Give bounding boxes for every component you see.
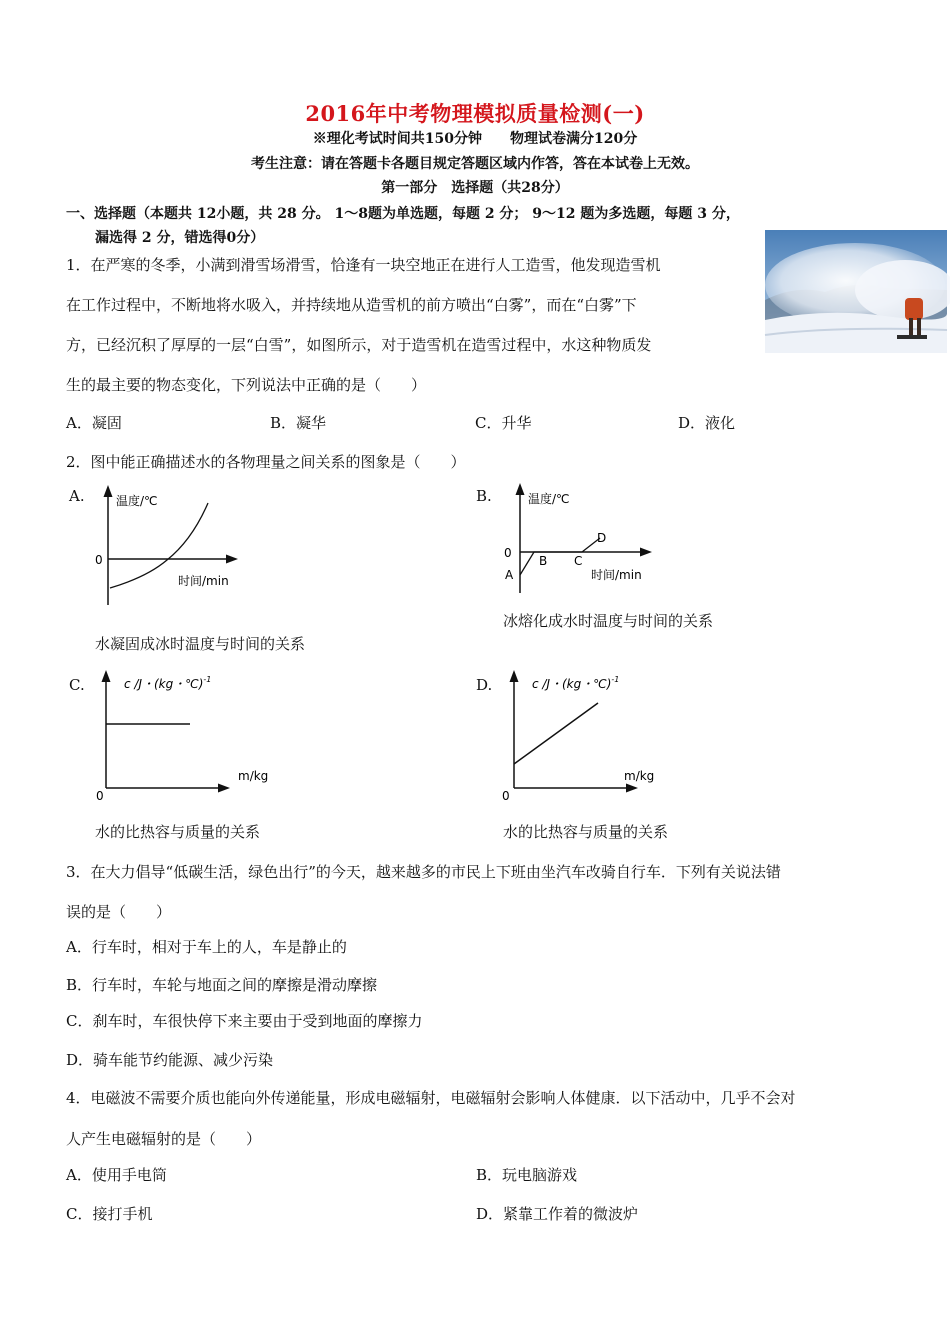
graph-b-point-a: A (505, 568, 514, 582)
graph-d-caption: 水的比热容与质量的关系 (503, 823, 669, 841)
q1-option-c[interactable]: C．升华 (475, 414, 532, 432)
graph-c-caption: 水的比热容与质量的关系 (95, 823, 261, 841)
graph-b-xlabel: 时间/min (591, 568, 642, 582)
q1-option-a[interactable]: A．凝固 (66, 414, 122, 432)
q1-line-2: 在工作过程中，不断地将水吸入，并持续地从造雪机的前方喷出“白雾”，而在“白雾”下 (66, 296, 637, 314)
q2-option-c-letter[interactable]: C. (69, 676, 85, 694)
q4-option-c[interactable]: C．接打手机 (66, 1205, 153, 1223)
graph-a-xlabel: 时间/min (178, 574, 229, 588)
graph-d-xlabel: m/kg (624, 769, 655, 783)
graph-b-ylabel: 温度/℃ (528, 492, 570, 506)
graph-c-zero: 0 (96, 789, 104, 803)
q3-line-2: 误的是（ ） (66, 903, 172, 921)
q4-line-1: 4．电磁波不需要介质也能向外传递能量，形成电磁辐射，电磁辐射会影响人体健康．以下活动中，几乎不会对 (66, 1089, 796, 1107)
q1-line-1: 1．在严寒的冬季，小满到滑雪场滑雪，恰逢有一块空地正在进行人工造雪，他发现造雪机 (66, 256, 661, 274)
exam-subtitle: ※理化考试时间共150分钟 物理试卷满分120分 (312, 131, 638, 147)
q2-option-a-letter[interactable]: A. (69, 487, 85, 505)
graph-b-point-b: B (539, 554, 548, 568)
graph-c (92, 670, 269, 805)
q2-option-d-letter[interactable]: D. (476, 676, 493, 694)
section-instructions-line2: 漏选得 2 分，错选得0分） (95, 230, 265, 246)
q3-option-b[interactable]: B．行车时，车轮与地面之间的摩擦是滑动摩擦 (66, 976, 378, 994)
q3-option-c[interactable]: C．刹车时，车很快停下来主要由于受到地面的摩擦力 (66, 1012, 423, 1030)
q1-line-4: 生的最主要的物态变化，下列说法中正确的是（ ） (66, 376, 427, 394)
q4-line-2: 人产生电磁辐射的是（ ） (66, 1130, 262, 1148)
graph-b-zero: 0 (504, 546, 512, 560)
q4-option-a[interactable]: A．使用手电筒 (66, 1166, 167, 1184)
graph-d-line (514, 703, 598, 764)
q4-option-b[interactable]: B．玩电脑游戏 (476, 1166, 578, 1184)
graph-d (500, 670, 670, 805)
q2-option-b-letter[interactable]: B. (476, 487, 492, 505)
q2-stem: 2．图中能正确描述水的各物理量之间关系的图象是（ ） (66, 453, 466, 471)
graph-c-ylabel: c /J・(kg・℃)$^{-1}$ (124, 675, 212, 691)
graph-b-curve (520, 538, 600, 575)
graph-c-xlabel: m/kg (238, 769, 269, 783)
graph-b (498, 483, 658, 595)
graph-b-point-d: D (597, 531, 607, 545)
q3-option-a[interactable]: A．行车时，相对于车上的人，车是静止的 (66, 938, 347, 956)
exam-notice: 考生注意：请在答题卡各题目规定答题区域内作答，答在本试卷上无效。 (251, 156, 699, 172)
q4-option-d[interactable]: D．紧靠工作着的微波炉 (476, 1205, 639, 1223)
part-heading: 第一部分 选择题（共28分） (381, 180, 569, 196)
exam-title: 2016年中考物理模拟质量检测(一) (305, 101, 645, 126)
q1-line-3: 方，已经沉积了厚厚的一层“白雪”，如图所示，对于造雪机在造雪过程中，水这种物质发 (66, 336, 652, 354)
q3-line-1: 3．在大力倡导“低碳生活，绿色出行”的今天，越来越多的市民上下班由坐汽车改骑自行车．下列有关说法错 (66, 863, 781, 881)
graph-a-ylabel: 温度/℃ (116, 494, 158, 508)
graph-b-point-c: C (574, 554, 583, 568)
snow-machine-photo (765, 230, 947, 353)
graph-d-zero: 0 (502, 789, 510, 803)
q1-option-d[interactable]: D．液化 (678, 414, 736, 432)
graph-a-zero: 0 (95, 553, 103, 567)
graph-a (92, 485, 252, 610)
section-instructions-line1: 一、选择题（本题共 12小题，共 28 分。 1～8题为单选题，每题 2 分； 9～12 题为多选题，每题 3 分， (66, 206, 740, 222)
graph-b-caption: 冰熔化成水时温度与时间的关系 (503, 612, 714, 630)
q1-option-b[interactable]: B．凝华 (270, 414, 327, 432)
graph-a-caption: 水凝固成冰时温度与时间的关系 (95, 635, 306, 653)
q3-option-d[interactable]: D．骑车能节约能源、减少污染 (66, 1051, 274, 1069)
graph-d-ylabel: c /J・(kg・℃)$^{-1}$ (532, 675, 620, 691)
